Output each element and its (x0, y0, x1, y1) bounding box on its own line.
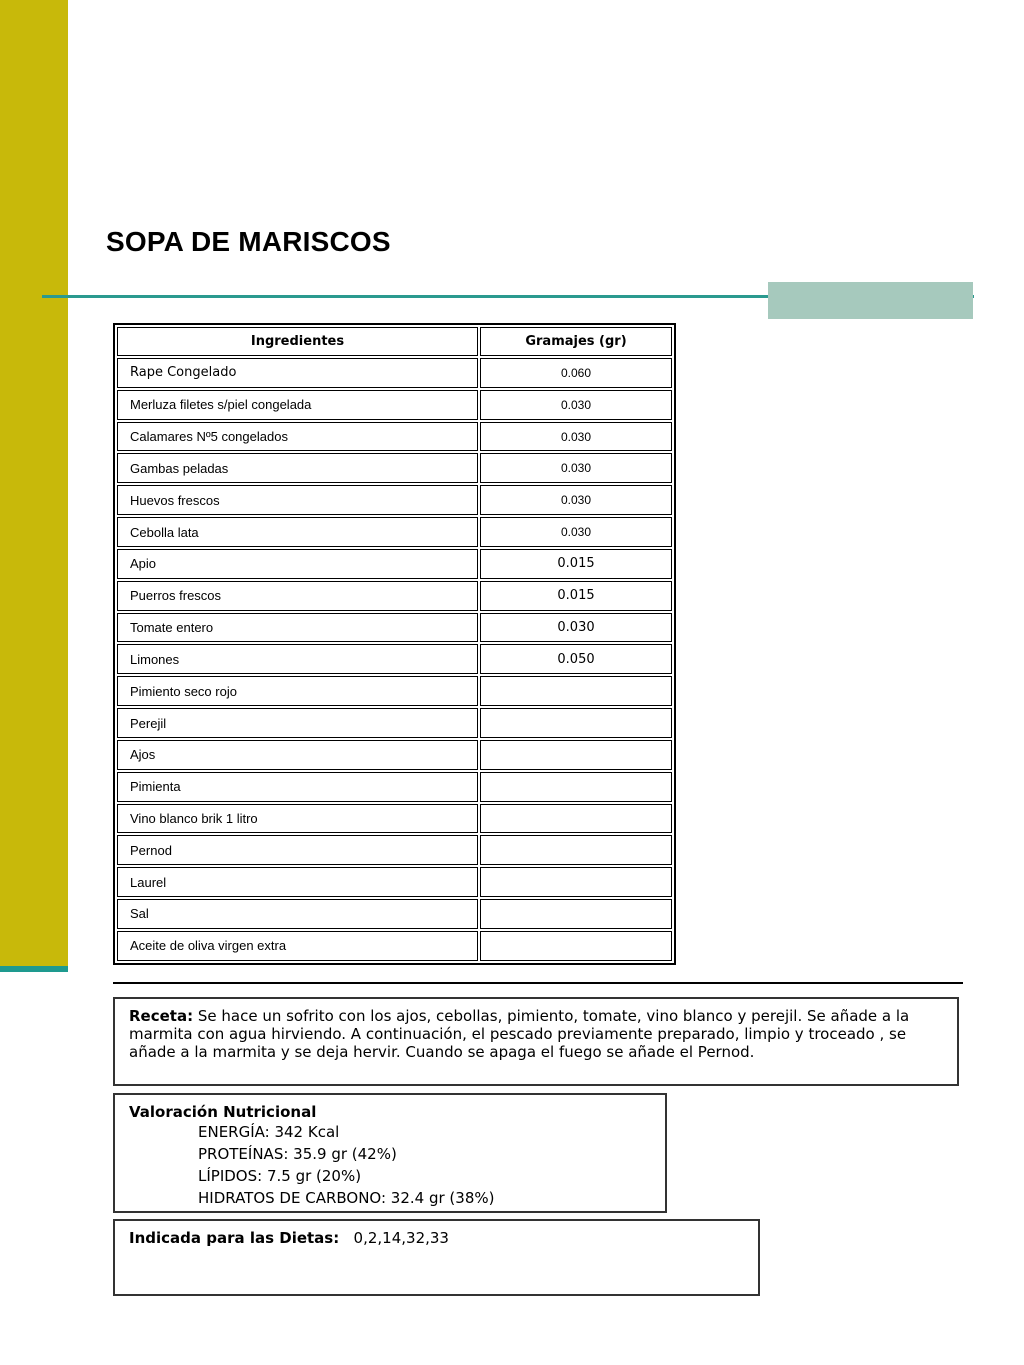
ingredient-amount (480, 804, 672, 834)
ingredient-name: Pernod (117, 835, 478, 865)
ingredient-amount: 0.030 (480, 517, 672, 547)
diets-label: Indicada para las Dietas: (129, 1229, 340, 1247)
ingredient-name: Puerros frescos (117, 581, 478, 611)
table-row (117, 899, 672, 929)
table-row (117, 422, 672, 452)
ingredient-amount (480, 931, 672, 961)
side-accent-bar-foot (0, 966, 68, 972)
ingredient-name: Laurel (117, 867, 478, 897)
table-row (117, 740, 672, 770)
ingredient-amount (480, 835, 672, 865)
ingredient-name: Apio (117, 549, 478, 579)
ingredient-name: Ajos (117, 740, 478, 770)
table-row (117, 390, 672, 420)
recipe-box (113, 997, 959, 1086)
ingredient-amount: 0.030 (480, 422, 672, 452)
table-row (117, 613, 672, 643)
header-gramajes: Gramajes (gr) (480, 327, 672, 356)
recipe-label: Receta: (129, 1007, 194, 1025)
table-row (117, 581, 672, 611)
table-row (117, 804, 672, 834)
ingredient-name: Merluza filetes s/piel congelada (117, 390, 478, 420)
ingredient-amount: 0.015 (480, 581, 672, 611)
table-row (117, 358, 672, 388)
ingredient-name: Pimiento seco rojo (117, 676, 478, 706)
nutrition-proteins: PROTEÍNAS: 35.9 gr (42%) (198, 1145, 397, 1163)
diets-value: 0,2,14,32,33 (353, 1229, 449, 1247)
ingredient-amount (480, 740, 672, 770)
ingredient-amount (480, 899, 672, 929)
table-row (117, 772, 672, 802)
ingredient-amount: 0.030 (480, 613, 672, 643)
ingredient-amount: 0.030 (480, 390, 672, 420)
ingredient-name: Cebolla lata (117, 517, 478, 547)
table-row (117, 835, 672, 865)
table-row (117, 517, 672, 547)
header-ingredients: Ingredientes (117, 327, 478, 356)
table-row (117, 453, 672, 483)
ingredient-name: Pimienta (117, 772, 478, 802)
ingredient-name: Gambas peladas (117, 453, 478, 483)
table-row (117, 644, 672, 674)
nutrition-lipids: LÍPIDOS: 7.5 gr (20%) (198, 1167, 362, 1185)
ingredients-table (113, 323, 676, 965)
ingredient-amount: 0.050 (480, 644, 672, 674)
ingredient-name: Limones (117, 644, 478, 674)
ingredient-name: Rape Congelado (117, 358, 478, 388)
ingredients-body (117, 358, 672, 961)
ingredient-amount (480, 708, 672, 738)
nutrition-energy: ENERGÍA: 342 Kcal (198, 1123, 340, 1141)
page-title: SOPA DE MARISCOS (106, 226, 391, 257)
diets-box (113, 1219, 760, 1296)
ingredient-name: Huevos frescos (117, 485, 478, 515)
table-row (117, 549, 672, 579)
ingredient-name: Vino blanco brik 1 litro (117, 804, 478, 834)
table-row (117, 931, 672, 961)
nutrition-heading: Valoración Nutricional (129, 1103, 317, 1121)
title-rule-block (768, 282, 973, 319)
ingredient-amount: 0.030 (480, 485, 672, 515)
ingredient-name: Sal (117, 899, 478, 929)
table-row (117, 485, 672, 515)
ingredient-amount: 0.060 (480, 358, 672, 388)
table-header-row (117, 327, 672, 356)
ingredient-amount (480, 867, 672, 897)
ingredient-name: Calamares Nº5 congelados (117, 422, 478, 452)
ingredient-name: Perejil (117, 708, 478, 738)
ingredient-name: Aceite de oliva virgen extra (117, 931, 478, 961)
ingredient-name: Tomate entero (117, 613, 478, 643)
table-row (117, 867, 672, 897)
separator-line (113, 982, 963, 984)
ingredient-amount (480, 676, 672, 706)
table-row (117, 676, 672, 706)
nutrition-box (113, 1093, 667, 1213)
nutrition-carbs: HIDRATOS DE CARBONO: 32.4 gr (38%) (198, 1189, 495, 1207)
ingredient-amount: 0.030 (480, 453, 672, 483)
ingredient-amount (480, 772, 672, 802)
ingredient-amount: 0.015 (480, 549, 672, 579)
side-accent-bar (0, 0, 68, 968)
table-row (117, 708, 672, 738)
recipe-text: Se hace un sofrito con los ajos, cebollas, pimiento, tomate, vino blanco y perejil. Se añade a la marmita con agua hirviendo. A continuación, el pescado previamente preparado, limpio y troceado , se añade a la marmita y se deja hervir. Cuando se apaga el fuego se añade el Pernod. (129, 1007, 910, 1061)
